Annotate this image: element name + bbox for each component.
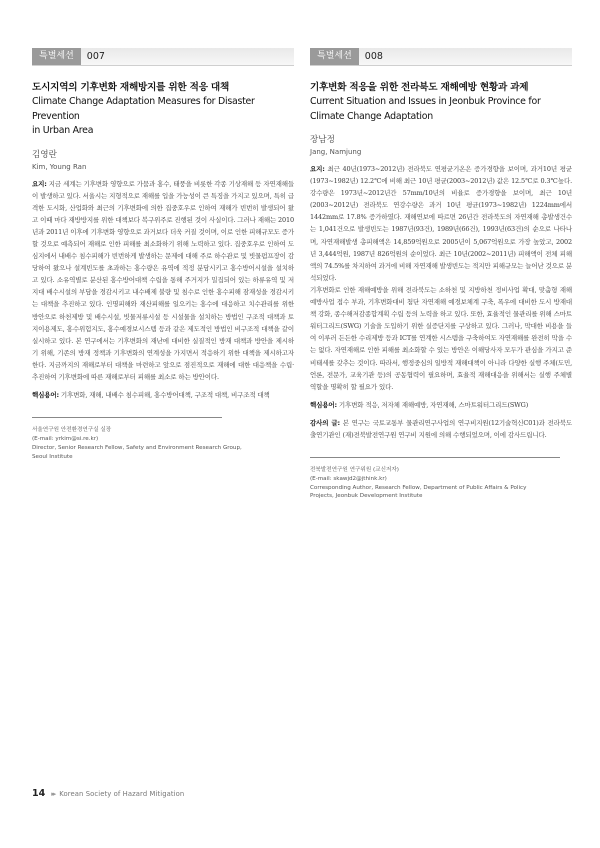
abstract [32,178,294,384]
session-tag [32,48,294,66]
double-arrow-icon: ▸▸ [51,789,55,798]
author-korean: 장남정 [310,135,335,145]
abstract-label: 요지: [32,179,47,188]
footnote-line: Projects, Jeonbuk Development Institute [310,493,423,500]
footnote-email: (E-mail: skawjd2@jthink.kr) [310,475,387,482]
article-007 [32,48,294,461]
acknowledgement-text: 본 연구는 국토교통부 물관리연구사업의 연구비지원(12기술혁신C01)과 전라북도 출연기관인 (재)전북발전연구원 연구비 지원에 의해 수행되었으며, 이에 감사드립니다. [310,418,572,439]
footnote-line: Seoul Institute [32,453,73,460]
session-label: 특별세션 [310,48,359,65]
keywords-label: 핵심용어: [310,400,337,409]
abstract-label: 요지: [310,165,325,173]
title-english-line: Climate Change Adaptation [310,110,433,122]
footnote-line: Director, Senior Research Fellow, Safety and Environment Research Group, [32,444,242,451]
session-tag [310,48,572,66]
acknowledgement [310,417,572,441]
author-footnote [32,417,242,461]
keywords [310,399,572,411]
keywords-text: 기후변화 적응, 저자체 재해예방, 자연재해, 스마트워터그리드(SWG) [338,400,529,409]
title-english-line: in Urban Area [32,125,94,136]
abstract-text: 최근 40년(1973~2012년) 전라북도 연평균기온은 증가경향을 보이며, 과거10년 평균(1973~1982년) 12.2℃에 비해 최근 10년 평균(2003~2012년) 값은 12.5℃로 0.3℃높다. 강수량은 1973년~2012년간 57mm/10년의 비율로 증가경향을 보이며, 최근 10년(2003~2012년) 전라북도 연강수량은 과거 10년 평균(1973~1982년) 1224mm에서 1442mm로 17.8% 증가하였다. 재해연보에 따르면 26년간 전라북도의 자연재해 총발생건수는 1,041건으로 발생빈도는 1987년(93건), 1989년(66건), 1993년(63건)의 순으로 나타나며, 자연재해발생 총피해액은 14,859억원으로 2005년이 5,067억원으로 가장 높았고, 2002년 3,444억원, 1987년 826억원의 순이었다. 최근 10년(2002~2011년) 피해액이 전체 피해액의 74.5%를 차지하여 과거에 비해 자연재해 발생빈도는 적지만 피해규모는 늘어난 것으로 분석되었다. [310,165,572,282]
footnote-email: (E-mail: yrkim@si.re.kr) [32,435,99,442]
session-number: 008 [364,51,383,62]
abstract [310,163,572,393]
society-name: Korean Society of Hazard Mitigation [59,789,185,798]
page-number: 14 [32,788,46,799]
footnote-line: Corresponding Author, Research Fellow, Department of Public Affairs & Policy [310,484,527,491]
title-korean: 기후변화 적응을 위한 전라북도 재해예방 현황과 과제 [310,82,529,93]
article-008 [310,48,572,501]
abstract-paragraph [32,178,294,384]
author-english: Kim, Young Ran [32,162,87,171]
page-footer [32,788,184,799]
title-english [32,95,294,139]
title-english-line: Climate Change Adaptation Measures for Disaster Prevention [32,96,255,122]
title-english-line: Current Situation and Issues in Jeonbuk Province for [310,96,541,107]
footnote-line: 서울연구원 안전환경연구실 실장 [32,427,112,434]
keywords [32,389,294,401]
session-number: 007 [86,51,105,62]
abstract-text: 지금 세계는 기후변화 영향으로 가뭄과 홍수, 태풍을 비롯한 각종 기상재해 등 자연재해들이 발생하고 있다. 서울시는 지형적으로 재해를 입을 가능성이 큰 특징을 가지고 있으며, 특히 급격한 도시화, 산업화와 최근의 기후변화에 의한 집중호우로 인하여 재해가 빈번히 발생되어 왔고 이때 마다 재방방지를 위한 대책보다 복구위주로 진행된 것이 사실이다. 그러나 재해는 2010년과 2011년 이후에 기후변화 영향으로 과거보다 더욱 커질 것이며, 이로 인한 피해규모도 증가할 것으로 예측되어 재해로 인한 피해를 최소화하기 위해 노력하고 있다. 집중호우로 인하여 도심지에서 내배수 침수피해가 빈번하게 발생하는 문제에 대해 주로 하수관로 및 빗물펌프장이 감당하여 왔으나 설계빈도를 초과하는 홍수량은 유역에 적정 분담시키고 홍수방어시설을 설치하고 있다. 소유역별로 분산된 홍수방어대책 수립을 통해 주거지가 밀집되어 있는 하류유역 및 저지대 배수시설의 부담을 경감시키고 내수배제 불량 및 침수로 인한 홍수피해 잠재성을 경감시키는 대책을 추진하고 있다. 인명피해와 재산피해를 일으키는 홍수에 대응하고 치수관리를 위한 방안으로 하천제방 및 배수시설, 빗물저류시설 등 시설물을 설치하는 방법인 구조적 대책과 토지이용제도, 홍수위험지도, 홍수예경보시스템 등과 같은 제도적인 방법인 비구조적 대책을 같이 실시하고 있다. 본 연구에서는 기후변화의 재난에 대비한 실질적인 방재 대책과 방안을 제시하기 위해, 기존의 방재 정책과 기후변화의 연계성을 가지면서 적응하기 위한 대책을 제시하고자 한다. 지금까지의 재해로부터 대책을 마련하고 앞으로 점진적으로 재해에 대한 대응책을 수립·추진하여 기후변화에 따른 재해로부터 피해를 최소로 하는 방안이다. [32,179,294,381]
session-label: 특별세션 [32,48,81,65]
title-english [310,95,572,124]
footnote-line: 전북발전연구원 연구위원 (교신저자) [310,467,399,474]
author-korean: 김영란 [32,149,57,160]
keywords-text: 기후변화, 재해, 내배수 침수피해, 홍수방어대책, 구조적 대책, 비구조적 대책 [60,391,270,400]
author-footnote [310,457,560,501]
abstract-paragraph [310,163,572,284]
acknowledgement-label: 감사의 글: [310,418,340,427]
author-english: Jang, Namjung [310,148,362,156]
keywords-label: 핵심용어: [32,391,59,400]
title-korean: 도시지역의 기후변화 재해방지를 위한 적응 대책 [32,82,230,93]
abstract-paragraph: 기후변화로 인한 재해예방을 위해 전라북도는 소하천 및 지방하천 정비사업 확대, 맞춤형 재해예방사업 접수 부과, 기후변화대비 첨단 자연재해 예경보체계 구축, 폭우에 대비한 도시 방재대책 강화, 종수해저감종합계획 수립 등의 노력을 하고 있다. 또한, 효율적인 물관리를 위해 스마트워터그리드(SWG) 기술을 도입하기 위한 실증단지를 구상하고 있다. 그러나, 막대한 비용을 들여 이루러 든든한 수리제방 등과 ICT를 연계한 시스템을 구축하여도 자연재해를 완전히 막을 수는 없다. 자연재해로 인한 피해를 최소화할 수 있는 방안은 이해당사자 모두가 관심을 가지고 준비태세를 갖추는 것이다. 따라서, 행정중심의 일방적 재해대책이 아니라 다양한 실행 주체(도민, 언론, 전문가, 교육기관 등)의 공동협력이 필요하며, 효율적 재해대응을 위해서는 실행 주체별 역할을 명확히 할 필요가 있다. [310,285,572,391]
